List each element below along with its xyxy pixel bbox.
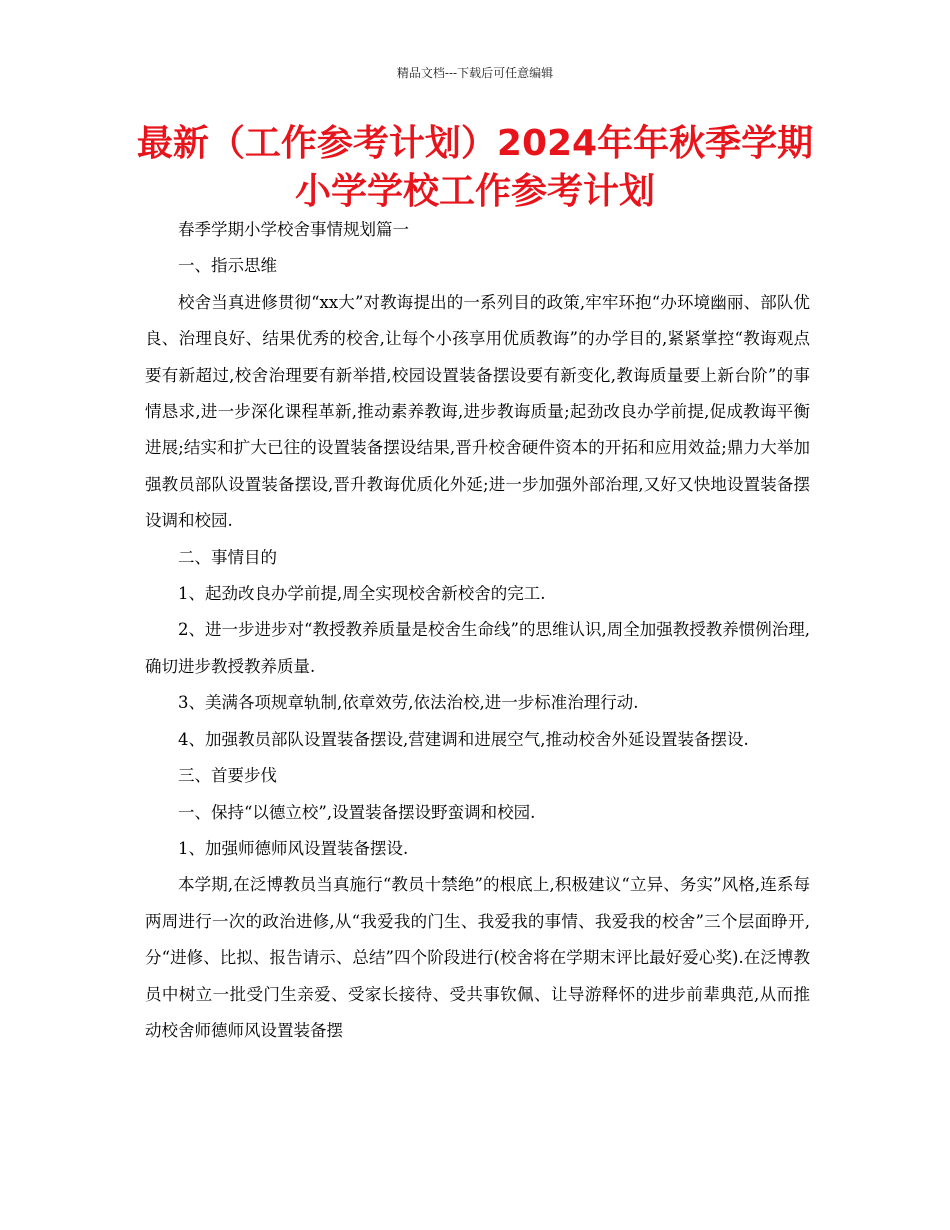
list-item: 4、加强教员部队设置装备摆设,营建调和进展空气,推动校舍外延设置装备摆设. [178,729,749,749]
section-heading: 三、首要步伐 [178,766,277,786]
list-item: 1、加强师德师风设置装备摆设. [178,838,409,858]
section-heading: 春季学期小学校舍事情规划篇一 [178,220,409,239]
section-heading: 二、事情目的 [178,547,277,567]
list-item: 2、进一步进步对“教授教养质量是校舍生命线”的思维认识,周全加强教授教养惯例治理,确切进步教授教养质量. [145,620,810,676]
section-heading: 一、指示思维 [178,256,277,276]
body-paragraph: 校舍当真进修贯彻“xx大”对教诲提出的一系列目的政策,牢牢环抱“办环境幽丽、部队优良、治理良好、结果优秀的校舍,让每个小孩享用优质教诲”的办学目的,紧紧掌控“教诲观点要有新超过,校舍治理要有新举措,校园设置装备摆设要有新变化,教诲质量要上新台阶”的事情恳求,进一步深化课程革新,推动素养教诲,进步教诲质量;起劲改良办学前提,促成教诲平衡进展;结实和扩大已往的设置装备摆设结果,晋升校舍硬件资本的开拓和应用效益;鼎力大举加强教员部队设置装备摆设,晋升教诲优质化外延;进一步加强外部治理,又好又快地设置装备摆设调和校园. [145,292,810,531]
list-item: 3、美满各项规章轨制,依章效劳,依法治校,进一步标准治理行动. [178,693,639,713]
body-paragraph: 本学期,在泛博教员当真施行“教员十禁绝”的根底上,积极建议“立异、务实”风格,连系每两周进行一次的政治进修,从“我爱我的门生、我爱我的事情、我爱我的校舍”三个层面睁开,分“进修、比拟、报告请示、总结”四个阶段进行(校舍将在学期末评比最好爱心奖).在泛博教员中树立一批受门生亲爱、受家长接待、受共事钦佩、让导游释怀的进步前辈典范,从而推动校舍师德师风设置装备摆 [145,875,810,1040]
document-title-line-1: 最新（工作参考计划）2024年年秋季学期 [136,123,814,164]
sub-heading: 一、保持“以德立校”,设置装备摆设野蛮调和校园. [178,802,536,822]
document-body [145,212,810,1049]
document-title-line-2: 小学学校工作参考计划 [294,171,655,212]
document-header-note: 精品文档---下载后可任意编辑 [396,66,554,80]
document-title [120,120,830,216]
list-item: 1、起劲改良办学前提,周全实现校舍新校舍的完工. [178,584,546,604]
